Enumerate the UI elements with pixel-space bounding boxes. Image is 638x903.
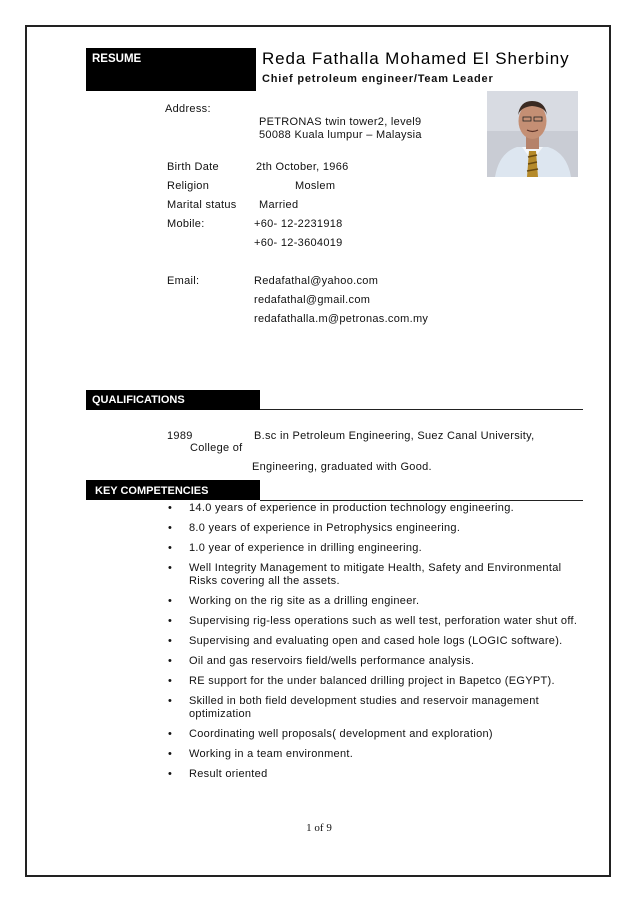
list-item <box>165 675 585 688</box>
bullet-icon: • <box>168 542 173 554</box>
list-item <box>165 655 585 668</box>
qualification-degree-line-2: College of <box>190 442 243 454</box>
email-2: redafathal@gmail.com <box>254 294 371 306</box>
marital-status-label: Marital status <box>167 199 237 211</box>
email-1: Redafathal@yahoo.com <box>254 275 379 287</box>
competencies-rule <box>260 500 583 501</box>
competency-text: Supervising rig-less operations such as well test, perforation water shut off. <box>189 615 578 627</box>
religion-label: Religion <box>167 180 210 192</box>
bullet-icon: • <box>168 655 173 667</box>
qualifications-rule <box>260 409 583 410</box>
list-item <box>165 635 585 648</box>
address-line-2: 50088 Kuala lumpur – Malaysia <box>259 129 422 141</box>
competency-text: Well Integrity Management to mitigate Health, Safety and Environmental Risks covering all the assets. <box>189 562 562 587</box>
page-number: 1 of 9 <box>306 822 332 834</box>
list-item <box>165 748 585 761</box>
list-item <box>165 502 585 515</box>
email-label: Email: <box>167 275 200 287</box>
competencies-list <box>165 502 585 788</box>
bullet-icon: • <box>168 502 173 514</box>
list-item <box>165 542 585 555</box>
bullet-icon: • <box>168 522 173 534</box>
address-line-1: PETRONAS twin tower2, level9 <box>259 116 422 128</box>
qualification-degree-line-3: Engineering, graduated with Good. <box>252 461 432 473</box>
candidate-name: Reda Fathalla Mohamed El Sherbiny <box>262 49 570 68</box>
list-item <box>165 615 585 628</box>
birth-date-label: Birth Date <box>167 161 219 173</box>
competencies-heading: KEY COMPETENCIES <box>95 485 209 497</box>
bullet-icon: • <box>168 635 173 647</box>
bullet-icon: • <box>168 562 173 574</box>
list-item <box>165 768 585 781</box>
bullet-icon: • <box>168 728 173 740</box>
competency-text: Working on the rig site as a drilling engineer. <box>189 595 420 607</box>
list-item <box>165 695 585 721</box>
list-item <box>165 595 585 608</box>
bullet-icon: • <box>168 768 173 780</box>
email-3: redafathalla.m@petronas.com.my <box>254 313 429 325</box>
birth-date-value: 2th October, 1966 <box>256 161 349 173</box>
bullet-icon: • <box>168 675 173 687</box>
list-item <box>165 562 585 588</box>
bullet-icon: • <box>168 595 173 607</box>
profile-photo <box>487 91 578 177</box>
competency-text: Oil and gas reservoirs field/wells performance analysis. <box>189 655 475 667</box>
competency-text: Working in a team environment. <box>189 748 354 760</box>
qualification-degree-line-1: B.sc in Petroleum Engineering, Suez Canal University, <box>254 430 535 442</box>
list-item <box>165 522 585 535</box>
bullet-icon: • <box>168 615 173 627</box>
mobile-number-1: +60- 12-2231918 <box>254 218 343 230</box>
competency-text: RE support for the under balanced drilling project in Bapetco (EGYPT). <box>189 675 555 687</box>
qualification-year: 1989 <box>167 430 193 442</box>
mobile-label: Mobile: <box>167 218 205 230</box>
list-item <box>165 728 585 741</box>
marital-status-value: Married <box>259 199 299 211</box>
bullet-icon: • <box>168 695 173 707</box>
competency-text: 1.0 year of experience in drilling engineering. <box>189 542 423 554</box>
competency-text: 8.0 years of experience in Petrophysics engineering. <box>189 522 461 534</box>
qualifications-heading: QUALIFICATIONS <box>92 394 185 406</box>
competency-text: Result oriented <box>189 768 268 780</box>
address-label: Address: <box>165 103 211 115</box>
mobile-number-2: +60- 12-3604019 <box>254 237 343 249</box>
competency-text: 14.0 years of experience in production technology engineering. <box>189 502 514 514</box>
resume-label: RESUME <box>92 53 142 65</box>
competency-text: Coordinating well proposals( development and exploration) <box>189 728 493 740</box>
competency-text: Skilled in both field development studies and reservoir management optimization <box>189 695 539 720</box>
bullet-icon: • <box>168 748 173 760</box>
competency-text: Supervising and evaluating open and cased hole logs (LOGIC software). <box>189 635 563 647</box>
job-title: Chief petroleum engineer/Team Leader <box>262 73 494 85</box>
religion-value: Moslem <box>295 180 336 192</box>
